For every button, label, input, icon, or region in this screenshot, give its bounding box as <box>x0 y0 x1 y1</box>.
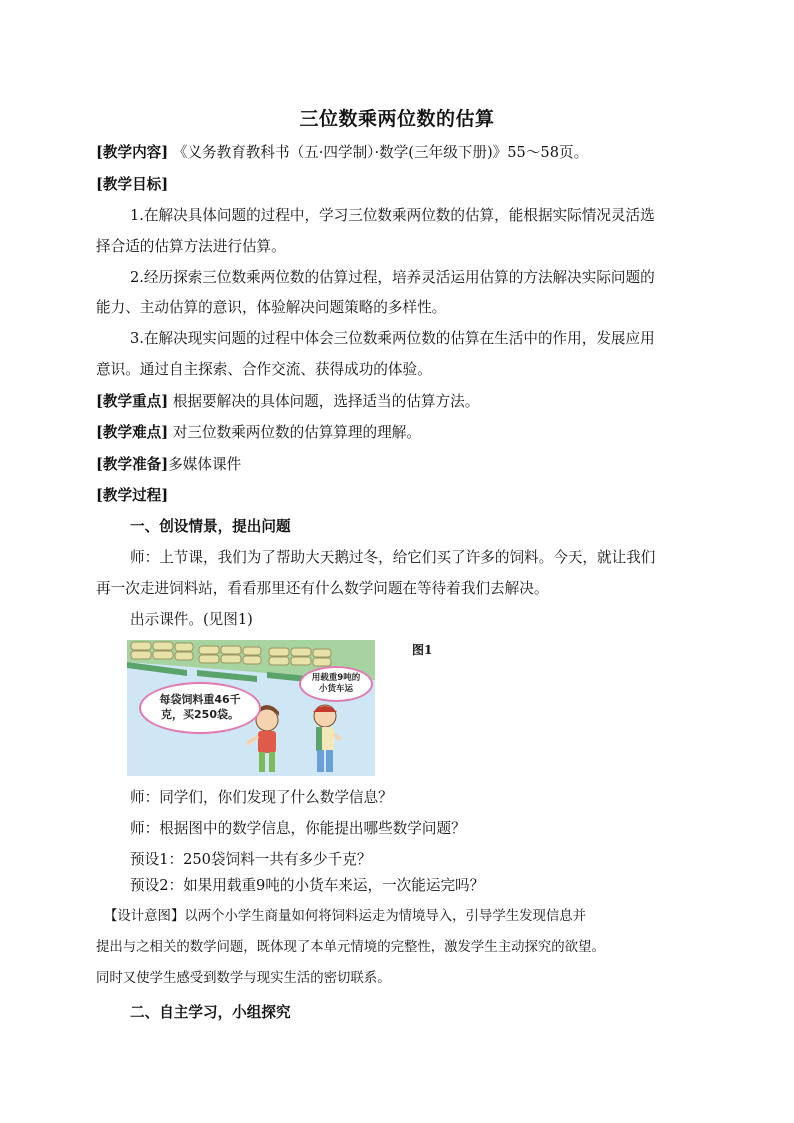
content-label: [教学内容] <box>96 144 169 161</box>
goal3-line2: 意识。通过自主探索、合作交流、获得成功的体验。 <box>96 361 432 378</box>
paragraph1-line1: 师：上节课，我们为了帮助大天鹅过冬，给它们买了许多的饲料。今天，就让我们 <box>130 549 656 566</box>
goal3-line1: 3.在解决现实问题的过程中体会三位数乘两位数的估算在生活中的作用，发展应用 <box>130 330 655 347</box>
bubble-feed-line1: 每袋饲料重46千 <box>159 693 241 706</box>
goal2-line2: 能力、主动估算的意识，体验解决问题策略的多样性。 <box>96 299 447 316</box>
boy-figure <box>313 705 341 772</box>
speech-bubble-truck <box>299 666 373 702</box>
key-point <box>96 392 479 412</box>
section2-heading: 二、自主学习，小组探究 <box>130 1004 291 1021</box>
preparation-text: 多媒体课件 <box>168 456 242 473</box>
difficult-text: 对三位数乘两位数的估算算理的理解。 <box>172 424 421 441</box>
page-title: 三位数乘两位数的估算 <box>299 108 495 130</box>
question1: 师：同学们，你们发现了什么数学信息？ <box>130 789 393 806</box>
question2: 师：根据图中的数学信息，你能提出哪些数学问题？ <box>130 820 466 837</box>
design-note-line1: 【设计意图】以两个小学生商量如何将饲料运走为情境导入，引导学生发现信息并 <box>104 909 587 924</box>
design-note-line2: 提出与之相关的数学问题，既体现了本单元情境的完整性，激发学生主动探究的欲望。 <box>96 940 605 955</box>
process-label: [教学过程] <box>96 487 169 504</box>
preset1: 预设1：250袋饲料一共有多少千克？ <box>130 851 372 868</box>
content-text: 《义务教育教科书（五·四学制）·数学(三年级下册)》55～58页。 <box>172 144 589 161</box>
key-label: [教学重点] <box>96 393 169 410</box>
bubble-truck-line1: 用载重9吨的 <box>311 673 361 683</box>
preparation-label: [教学准备] <box>96 456 169 473</box>
design-note-line3: 同时又使学生感受到数学与现实生活的密切联系。 <box>96 971 391 986</box>
teaching-content <box>96 143 588 163</box>
section1-heading: 一、创设情景，提出问题 <box>130 518 291 535</box>
key-text: 根据要解决的具体问题，选择适当的估算方法。 <box>172 393 480 410</box>
goal2-line1: 2.经历探索三位数乘两位数的估算过程，培养灵活运用估算的方法解决实际问题的 <box>130 269 655 286</box>
figure-label: 图1 <box>412 643 433 657</box>
bubble-truck-line2: 小货车运 <box>318 684 353 694</box>
goal1-line2: 择合适的估算方法进行估算。 <box>96 238 286 255</box>
difficult-label: [教学难点] <box>96 424 169 441</box>
goal1-line1: 1.在解决具体问题的过程中，学习三位数乘两位数的估算，能根据实际情况灵活选 <box>130 207 655 224</box>
illustration-figure <box>127 640 375 776</box>
preparation <box>96 455 241 475</box>
paragraph2: 出示课件。(见图1) <box>130 611 253 628</box>
preset2: 预设2：如果用载重9吨的小货车来运，一次能运完吗？ <box>130 877 485 894</box>
bubble-feed-line2: 克，买250袋。 <box>161 708 239 721</box>
paragraph1-line2: 再一次走进饲料站，看看那里还有什么数学问题在等待着我们去解决。 <box>96 580 549 597</box>
speech-bubble-feed <box>139 682 261 734</box>
goals-label: [教学目标] <box>96 176 169 193</box>
difficult-point <box>96 423 421 443</box>
